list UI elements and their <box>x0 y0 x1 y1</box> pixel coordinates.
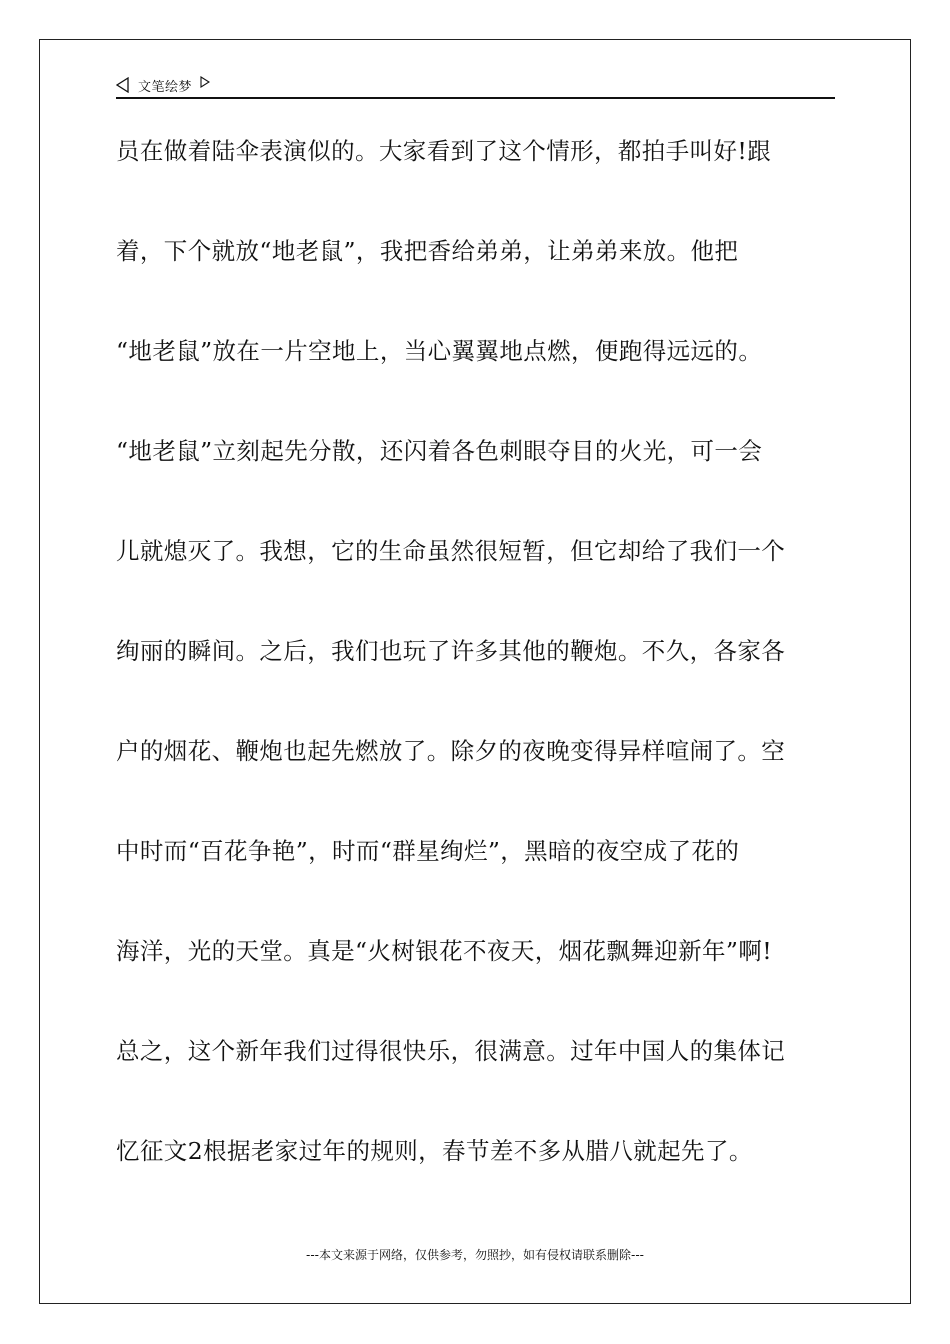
text-line: “地老鼠”立刻起先分散，还闪着各色刺眼夺目的火光，可一会 <box>116 437 763 465</box>
text-line: 忆征文2根据老家过年的规则，春节差不多从腊八就起先了。 <box>116 1137 753 1165</box>
header-brand: 文笔绘梦 <box>138 79 193 95</box>
right-triangle-icon <box>200 76 210 88</box>
text-line: 总之，这个新年我们过得很快乐，很满意。过年中国人的集体记 <box>116 1037 786 1065</box>
body-text <box>116 126 841 1226</box>
header-rule <box>116 97 835 99</box>
text-line: 户的烟花、鞭炮也起先燃放了。除夕的夜晚变得异样喧闹了。空 <box>116 737 786 765</box>
text-line: 儿就熄灭了。我想，它的生命虽然很短暂，但它却给了我们一个 <box>116 537 786 565</box>
text-line: 海洋，光的天堂。真是“火树银花不夜天，烟花飘舞迎新年”啊! <box>116 937 773 965</box>
text-line: 绚丽的瞬间。之后，我们也玩了许多其他的鞭炮。不久，各家各 <box>116 637 786 665</box>
footer-notice: ---本文来源于网络，仅供参考，勿照抄，如有侵权请联系删除--- <box>306 1248 644 1262</box>
left-triangle-icon <box>116 77 130 93</box>
text-line: 员在做着陆伞表演似的。大家看到了这个情形，都拍手叫好!跟 <box>116 137 772 165</box>
page-header <box>116 73 834 97</box>
text-line: “地老鼠”放在一片空地上，当心翼翼地点燃，便跑得远远的。 <box>116 337 763 365</box>
text-line: 中时而“百花争艳”，时而“群星绚烂”，黑暗的夜空成了花的 <box>116 837 740 865</box>
text-line: 着，下个就放“地老鼠”，我把香给弟弟，让弟弟来放。他把 <box>116 237 739 265</box>
